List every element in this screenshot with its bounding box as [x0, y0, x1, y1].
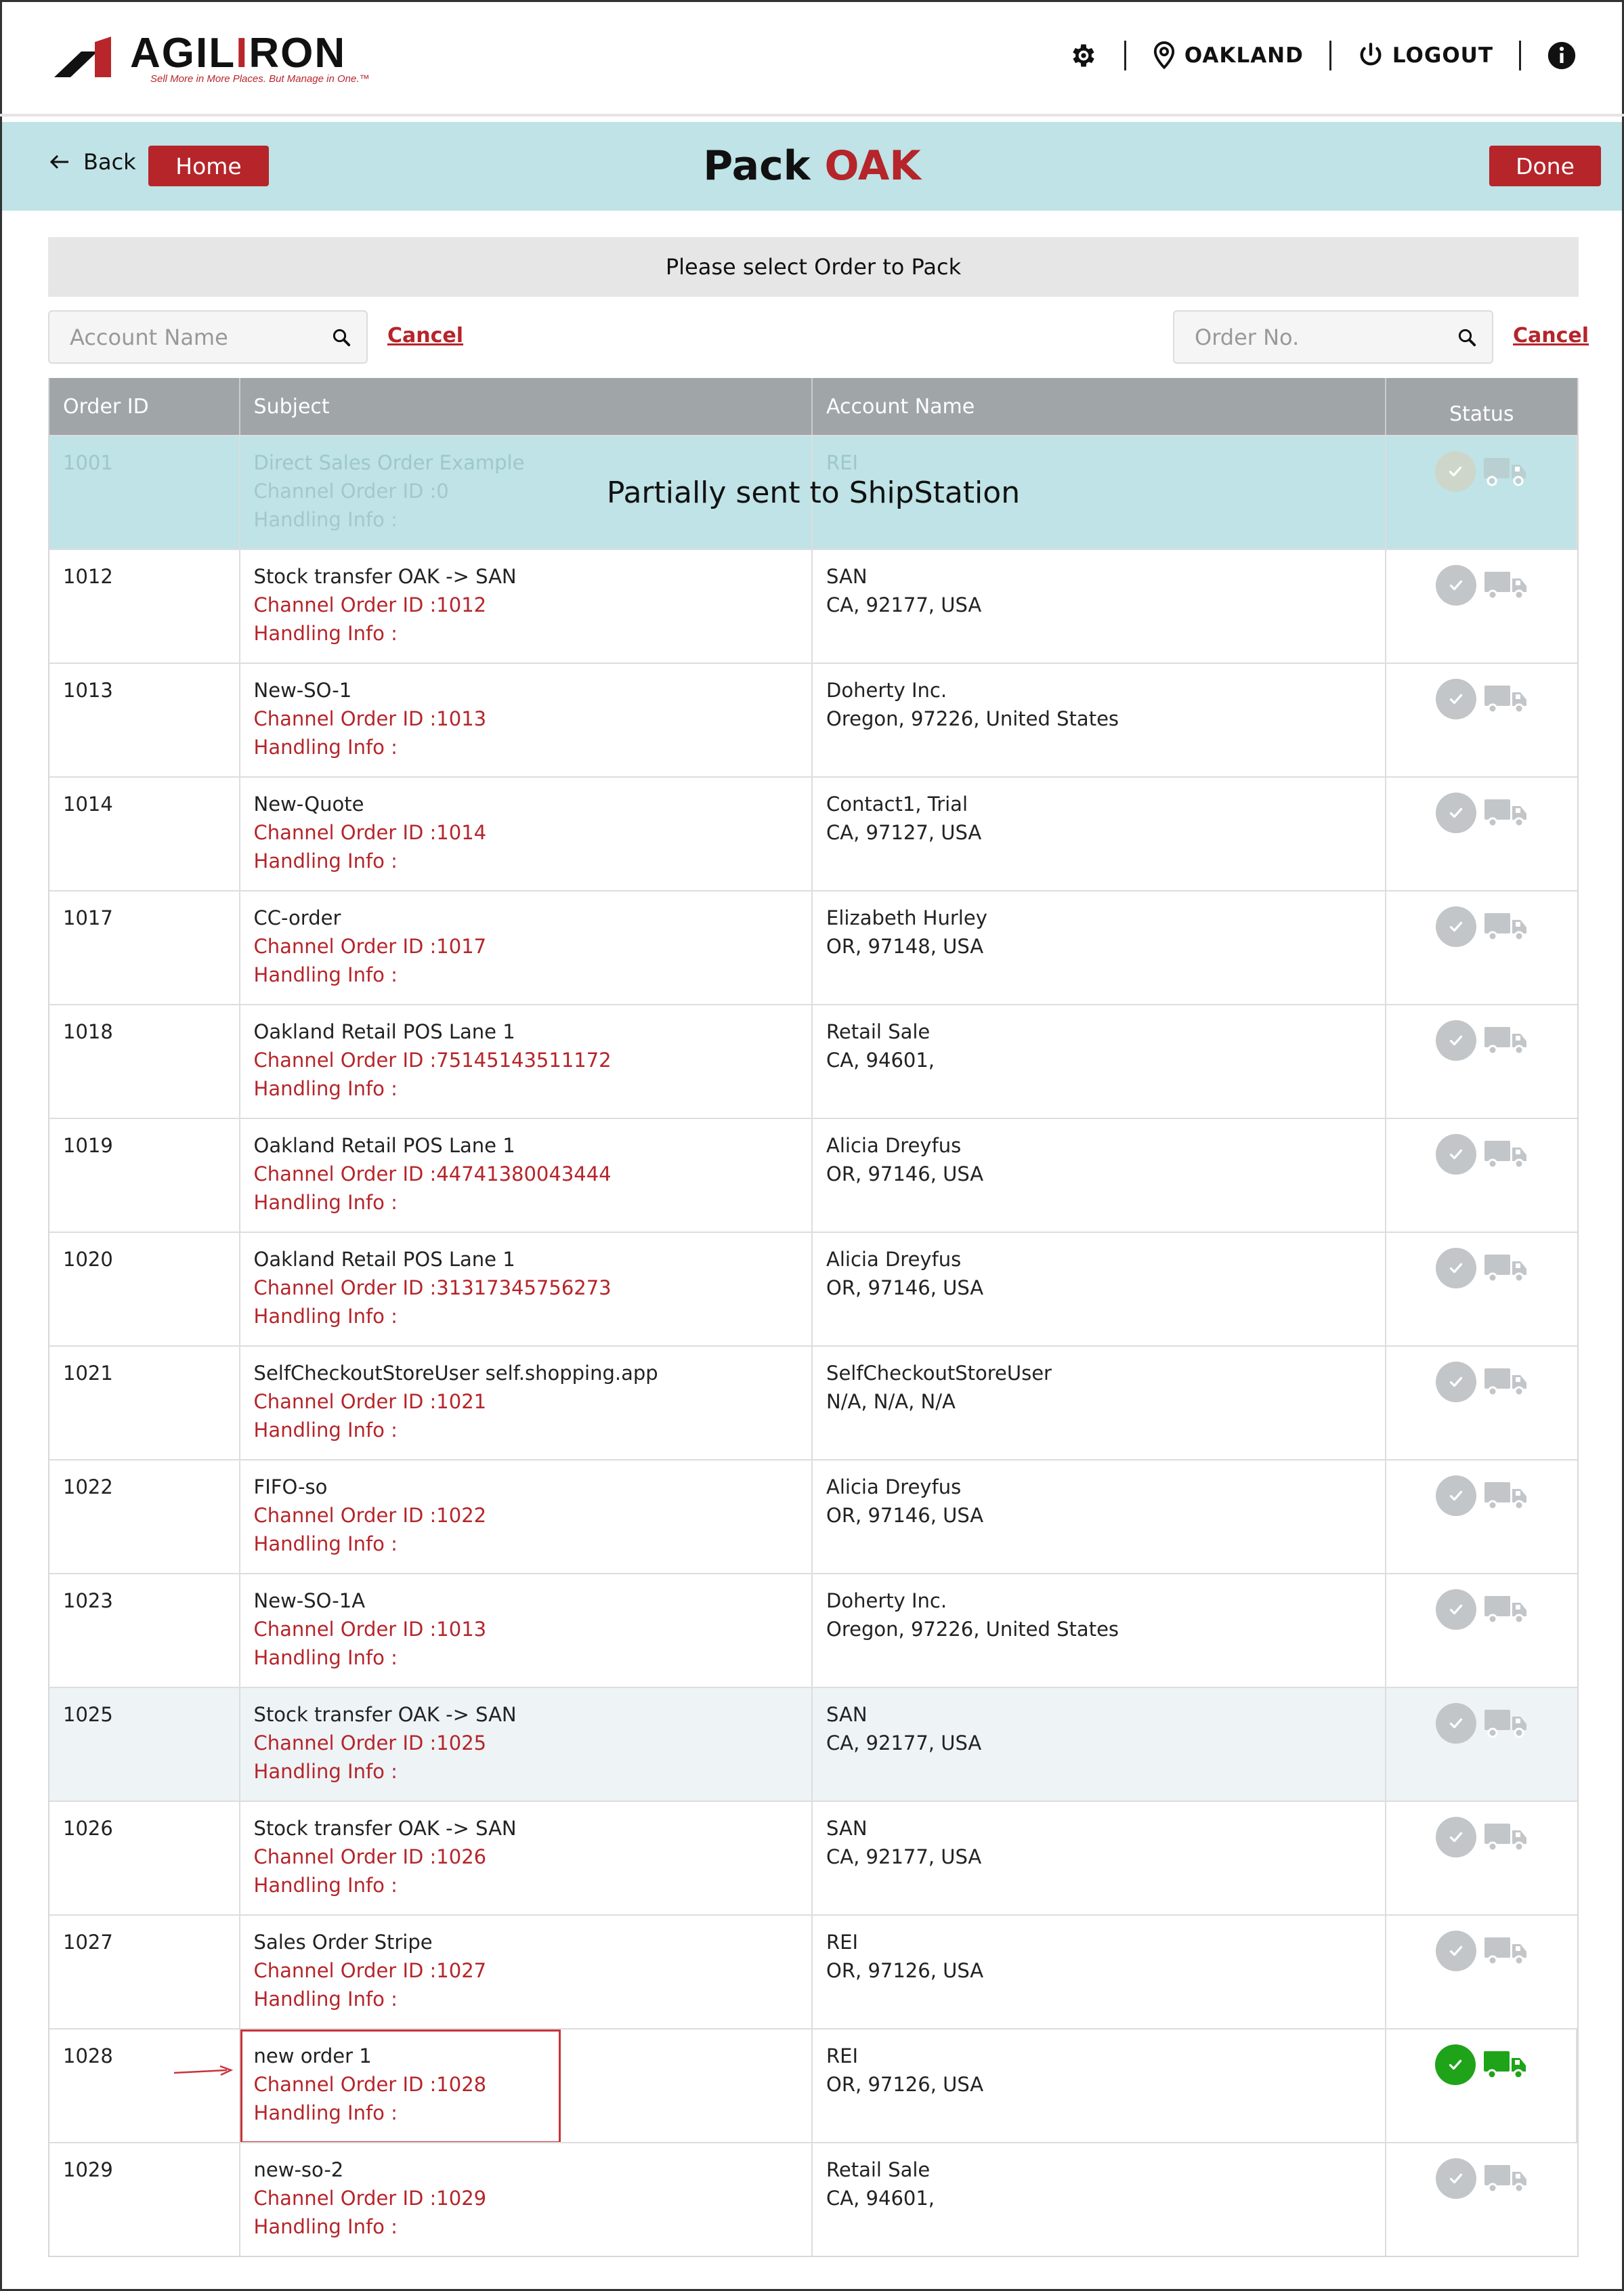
order-id: 1013	[63, 679, 113, 702]
order-id-cell	[49, 1460, 240, 1573]
account-name: Alicia Dreyfus	[826, 1248, 962, 1271]
handling-info: Handling Info :	[253, 1646, 398, 1669]
account-name: Doherty Inc.	[826, 1589, 947, 1612]
search-icon[interactable]	[331, 327, 351, 348]
column-header-order-id: Order ID	[49, 378, 240, 435]
handling-info: Handling Info :	[253, 849, 398, 873]
account-cell	[813, 1574, 1386, 1687]
header-actions	[1069, 34, 1577, 77]
table-row[interactable]	[49, 1345, 1577, 1459]
handling-info: Handling Info :	[253, 736, 398, 759]
handling-info: Handling Info :	[253, 1077, 398, 1100]
account-address: Oregon, 97226, United States	[826, 1618, 1119, 1641]
order-subject: New-SO-1A	[253, 1589, 366, 1612]
account-search-cancel-link[interactable]: Cancel	[387, 324, 464, 348]
channel-order-id: Channel Order ID :1013	[253, 707, 487, 730]
order-subject: New-SO-1	[253, 679, 352, 702]
order-subject: New-Quote	[253, 793, 364, 816]
check-icon[interactable]	[1436, 2158, 1476, 2199]
order-id: 1022	[63, 1475, 113, 1498]
subject-cell	[240, 1233, 813, 1345]
order-id-cell	[49, 1688, 240, 1801]
truck-icon[interactable]	[1484, 912, 1528, 942]
order-no-placeholder: Order No.	[1195, 324, 1300, 350]
account-cell	[813, 1005, 1386, 1118]
order-subject: new-so-2	[253, 2158, 344, 2181]
account-cell	[813, 891, 1386, 1004]
channel-order-id: Channel Order ID :1027	[253, 1959, 487, 1982]
account-name: Retail Sale	[826, 2158, 931, 2181]
channel-order-id: Channel Order ID :75145143511172	[253, 1049, 612, 1072]
subject-cell	[240, 1574, 813, 1687]
table-row[interactable]	[49, 663, 1577, 776]
check-icon[interactable]	[1436, 1475, 1476, 1516]
column-header-subject: Subject	[240, 378, 813, 435]
account-address: OR, 97146, USA	[826, 1162, 984, 1185]
account-name: REI	[826, 2044, 859, 2067]
column-header-account-name: Account Name	[813, 378, 1386, 435]
subject-cell	[240, 2030, 813, 2142]
header-divider	[1124, 41, 1126, 70]
account-address: CA, 92177, USA	[826, 593, 982, 616]
account-cell	[813, 1119, 1386, 1232]
check-icon[interactable]	[1436, 565, 1476, 606]
account-cell	[813, 1916, 1386, 2028]
check-icon[interactable]	[1436, 1817, 1476, 1857]
channel-order-id: Channel Order ID :1028	[253, 2073, 487, 2096]
order-id: 1028	[63, 2044, 113, 2067]
subject-cell	[240, 891, 813, 1004]
agiliron-logo[interactable]	[54, 30, 370, 85]
location-pin-icon	[1152, 41, 1176, 70]
account-address: Oregon, 97226, United States	[826, 707, 1119, 730]
account-name: SAN	[826, 1817, 868, 1840]
order-id: 1026	[63, 1817, 113, 1840]
check-icon[interactable]	[1436, 1248, 1476, 1288]
truck-icon[interactable]	[1484, 2164, 1528, 2193]
handling-info: Handling Info :	[253, 508, 398, 531]
order-subject: new order 1	[253, 2044, 372, 2067]
status-cell	[1386, 1119, 1577, 1232]
account-address: CA, 97127, USA	[826, 821, 982, 844]
status-cell	[1386, 778, 1577, 890]
table-row[interactable]	[49, 1687, 1577, 1801]
account-name: Alicia Dreyfus	[826, 1475, 962, 1498]
order-id-cell	[49, 1574, 240, 1687]
truck-icon[interactable]	[1484, 1481, 1528, 1511]
order-id: 1025	[63, 1703, 113, 1726]
handling-info: Handling Info :	[253, 1532, 398, 1555]
order-id: 1012	[63, 565, 113, 588]
order-id: 1014	[63, 793, 113, 816]
header-divider	[1519, 41, 1521, 70]
check-icon[interactable]	[1436, 793, 1476, 833]
truck-icon[interactable]	[1484, 1367, 1528, 1397]
handling-info: Handling Info :	[253, 1305, 398, 1328]
truck-icon[interactable]	[1484, 1936, 1528, 1966]
channel-order-id: Channel Order ID :1029	[253, 2187, 487, 2210]
subject-cell	[240, 1460, 813, 1573]
status-cell	[1386, 1802, 1577, 1914]
subject-cell	[240, 664, 813, 776]
account-address: OR, 97126, USA	[826, 2073, 984, 2096]
account-name: Retail Sale	[826, 1020, 931, 1043]
table-row[interactable]	[49, 1118, 1577, 1232]
subject-cell	[240, 1347, 813, 1459]
page-title	[2, 142, 1622, 190]
status-cell	[1386, 1460, 1577, 1573]
channel-order-id: Channel Order ID :1021	[253, 1390, 487, 1413]
status-cell	[1386, 891, 1577, 1004]
account-name: Contact1, Trial	[826, 793, 968, 816]
table-row[interactable]	[49, 776, 1577, 890]
truck-icon[interactable]	[1484, 1139, 1528, 1169]
account-name: REI	[826, 1931, 859, 1954]
account-cell	[813, 1688, 1386, 1801]
check-icon[interactable]	[1436, 1020, 1476, 1061]
table-row[interactable]	[49, 1459, 1577, 1573]
order-id: 1023	[63, 1589, 113, 1612]
table-row[interactable]	[49, 1573, 1577, 1687]
order-id-cell	[49, 664, 240, 776]
truck-icon[interactable]	[1484, 1708, 1528, 1738]
account-address: OR, 97148, USA	[826, 935, 984, 958]
channel-order-id: Channel Order ID :0	[253, 480, 449, 503]
account-name-search-input[interactable]	[48, 310, 368, 364]
page-nav-bar	[2, 122, 1622, 211]
account-name: Alicia Dreyfus	[826, 1134, 962, 1157]
subject-cell	[240, 550, 813, 663]
done-button[interactable]: Done	[1489, 146, 1601, 186]
account-name: REI	[826, 451, 859, 474]
order-id: 1029	[63, 2158, 113, 2181]
account-address: CA, 92177, USA	[826, 1845, 982, 1868]
order-subject: SelfCheckoutStoreUser self.shopping.app	[253, 1362, 658, 1385]
order-id-cell	[49, 1119, 240, 1232]
column-header-status: Status	[1449, 402, 1514, 426]
account-address: CA, 92177, USA	[826, 1731, 982, 1754]
table-row[interactable]	[49, 549, 1577, 663]
order-subject: Stock transfer OAK -> SAN	[253, 1817, 517, 1840]
order-id-cell	[49, 1233, 240, 1345]
gear-icon[interactable]	[1069, 41, 1098, 70]
order-subject: Oakland Retail POS Lane 1	[253, 1134, 515, 1157]
table-row[interactable]	[49, 1004, 1577, 1118]
truck-icon[interactable]	[1484, 1253, 1528, 1283]
handling-info: Handling Info :	[253, 622, 398, 645]
location-selector[interactable]	[1152, 41, 1304, 70]
table-row[interactable]	[49, 1801, 1577, 1914]
account-address: OR, 97146, USA	[826, 1276, 984, 1299]
order-subject: Oakland Retail POS Lane 1	[253, 1248, 515, 1271]
check-icon[interactable]	[1436, 1362, 1476, 1402]
handling-info: Handling Info :	[253, 2215, 398, 2238]
channel-order-id: Channel Order ID :44741380043444	[253, 1162, 612, 1185]
channel-order-id: Channel Order ID :1017	[253, 935, 487, 958]
select-order-prompt: Please select Order to Pack	[48, 237, 1579, 297]
truck-icon[interactable]	[1484, 798, 1528, 828]
channel-order-id: Channel Order ID :1013	[253, 1618, 487, 1641]
subject-cell	[240, 778, 813, 890]
check-icon[interactable]	[1436, 1931, 1476, 1971]
handling-info: Handling Info :	[253, 2101, 398, 2124]
order-subject: FIFO-so	[253, 1475, 328, 1498]
handling-info: Handling Info :	[253, 1760, 398, 1783]
order-id: 1020	[63, 1248, 113, 1271]
truck-icon[interactable]	[1484, 2050, 1527, 2080]
logo-tagline: Sell More in More Places. But Manage in One.™	[150, 73, 370, 85]
order-id: 1021	[63, 1362, 113, 1385]
account-cell	[813, 1802, 1386, 1914]
account-cell	[813, 2143, 1386, 2256]
table-row[interactable]	[49, 1914, 1577, 2028]
order-no-search-input[interactable]	[1173, 310, 1493, 364]
account-name: Elizabeth Hurley	[826, 906, 987, 929]
order-subject: Stock transfer OAK -> SAN	[253, 565, 517, 588]
channel-order-id: Channel Order ID :1025	[253, 1731, 487, 1754]
search-icon[interactable]	[1457, 327, 1477, 348]
account-cell	[813, 664, 1386, 776]
annotation-arrow-icon	[173, 2065, 234, 2081]
status-cell	[1386, 1347, 1577, 1459]
account-name: SAN	[826, 1703, 868, 1726]
order-subject: CC-order	[253, 906, 341, 929]
truck-icon[interactable]	[1484, 1026, 1528, 1055]
truck-icon[interactable]	[1484, 1822, 1528, 1852]
channel-order-id: Channel Order ID :31317345756273	[253, 1276, 612, 1299]
order-id: 1017	[63, 906, 113, 929]
check-icon[interactable]	[1436, 906, 1476, 947]
account-address: N/A, N/A, N/A	[826, 1390, 956, 1413]
status-cell	[1386, 2030, 1577, 2142]
order-id: 1019	[63, 1134, 113, 1157]
status-cell	[1386, 1916, 1577, 2028]
logout-button[interactable]	[1357, 42, 1493, 69]
logo-mark-icon	[54, 37, 125, 79]
order-id: 1001	[63, 451, 113, 474]
subject-cell	[240, 1916, 813, 2028]
order-id-cell	[49, 891, 240, 1004]
status-cell	[1386, 1574, 1577, 1687]
status-cell	[1386, 664, 1577, 776]
account-name: SelfCheckoutStoreUser	[826, 1362, 1052, 1385]
status-cell	[1386, 1233, 1577, 1345]
handling-info: Handling Info :	[253, 1191, 398, 1214]
order-id-cell	[49, 1005, 240, 1118]
table-row[interactable]	[49, 2142, 1577, 2256]
page-title-prefix: Pack	[703, 142, 811, 190]
account-cell	[813, 1347, 1386, 1459]
back-label: Back	[83, 149, 136, 175]
status-cell	[1386, 1688, 1577, 1801]
orders-table	[48, 378, 1579, 2257]
subject-cell	[240, 1688, 813, 1801]
table-body	[49, 435, 1577, 2256]
truck-icon[interactable]	[1484, 570, 1528, 600]
order-id-cell	[49, 2143, 240, 2256]
subject-cell	[240, 1005, 813, 1118]
truck-icon[interactable]	[1484, 1595, 1528, 1624]
truck-icon[interactable]	[1484, 684, 1528, 714]
account-cell	[813, 1233, 1386, 1345]
channel-order-id: Channel Order ID :1012	[253, 593, 487, 616]
order-subject: Stock transfer OAK -> SAN	[253, 1703, 517, 1726]
order-id: 1027	[63, 1931, 113, 1954]
handling-info: Handling Info :	[253, 1988, 398, 2011]
handling-info: Handling Info :	[253, 963, 398, 986]
account-address: OR, 97126, USA	[826, 1959, 984, 1982]
account-cell	[813, 1460, 1386, 1573]
account-name-placeholder: Account Name	[70, 324, 228, 350]
account-name: Doherty Inc.	[826, 679, 947, 702]
partial-shipstation-message: Partially sent to ShipStation	[606, 476, 1021, 510]
channel-order-id: Channel Order ID :1026	[253, 1845, 487, 1868]
home-button[interactable]: Home	[148, 146, 269, 186]
account-address: CA, 94601,	[826, 1049, 935, 1072]
location-label: OAKLAND	[1184, 43, 1304, 68]
order-id-cell	[49, 778, 240, 890]
account-cell	[813, 2030, 1386, 2142]
subject-cell	[240, 1119, 813, 1232]
check-icon[interactable]	[1436, 1134, 1476, 1175]
subject-cell	[240, 2143, 813, 2256]
order-id: 1018	[63, 1020, 113, 1043]
order-search-cancel-link[interactable]: Cancel	[1513, 324, 1589, 348]
handling-info: Handling Info :	[253, 1418, 398, 1442]
check-icon[interactable]	[1435, 2044, 1476, 2085]
info-icon[interactable]	[1547, 41, 1577, 70]
check-icon[interactable]	[1436, 1589, 1476, 1630]
logo-wordmark: AGILIRON	[130, 30, 347, 77]
check-icon[interactable]	[1436, 1703, 1476, 1744]
table-row[interactable]	[49, 2028, 1577, 2142]
order-id-cell	[49, 2030, 240, 2142]
order-id-cell	[49, 1916, 240, 2028]
account-cell	[813, 550, 1386, 663]
top-header	[0, 0, 1624, 117]
account-address: CA, 94601,	[826, 2187, 935, 2210]
page-title-location: OAK	[824, 142, 921, 190]
logout-label: LOGOUT	[1392, 43, 1493, 68]
status-cell	[1386, 550, 1577, 663]
subject-cell	[240, 1802, 813, 1914]
channel-order-id: Channel Order ID :1022	[253, 1504, 487, 1527]
order-id-cell	[49, 1802, 240, 1914]
table-row[interactable]	[49, 435, 1577, 549]
handling-info: Handling Info :	[253, 1874, 398, 1897]
order-subject: Oakland Retail POS Lane 1	[253, 1020, 515, 1043]
check-icon[interactable]	[1436, 679, 1476, 719]
order-id-cell	[49, 1347, 240, 1459]
order-subject: Sales Order Stripe	[253, 1931, 433, 1954]
table-row[interactable]	[49, 1232, 1577, 1345]
header-divider	[1329, 41, 1331, 70]
order-subject: Direct Sales Order Example	[253, 451, 525, 474]
status-cell	[1386, 1005, 1577, 1118]
account-address: OR, 97146, USA	[826, 1504, 984, 1527]
power-icon	[1357, 42, 1384, 69]
table-header	[49, 378, 1577, 435]
account-cell	[813, 778, 1386, 890]
status-cell	[1386, 2143, 1577, 2256]
channel-order-id: Channel Order ID :1014	[253, 821, 487, 844]
account-name: SAN	[826, 565, 868, 588]
order-id-cell	[49, 550, 240, 663]
table-row[interactable]	[49, 890, 1577, 1004]
